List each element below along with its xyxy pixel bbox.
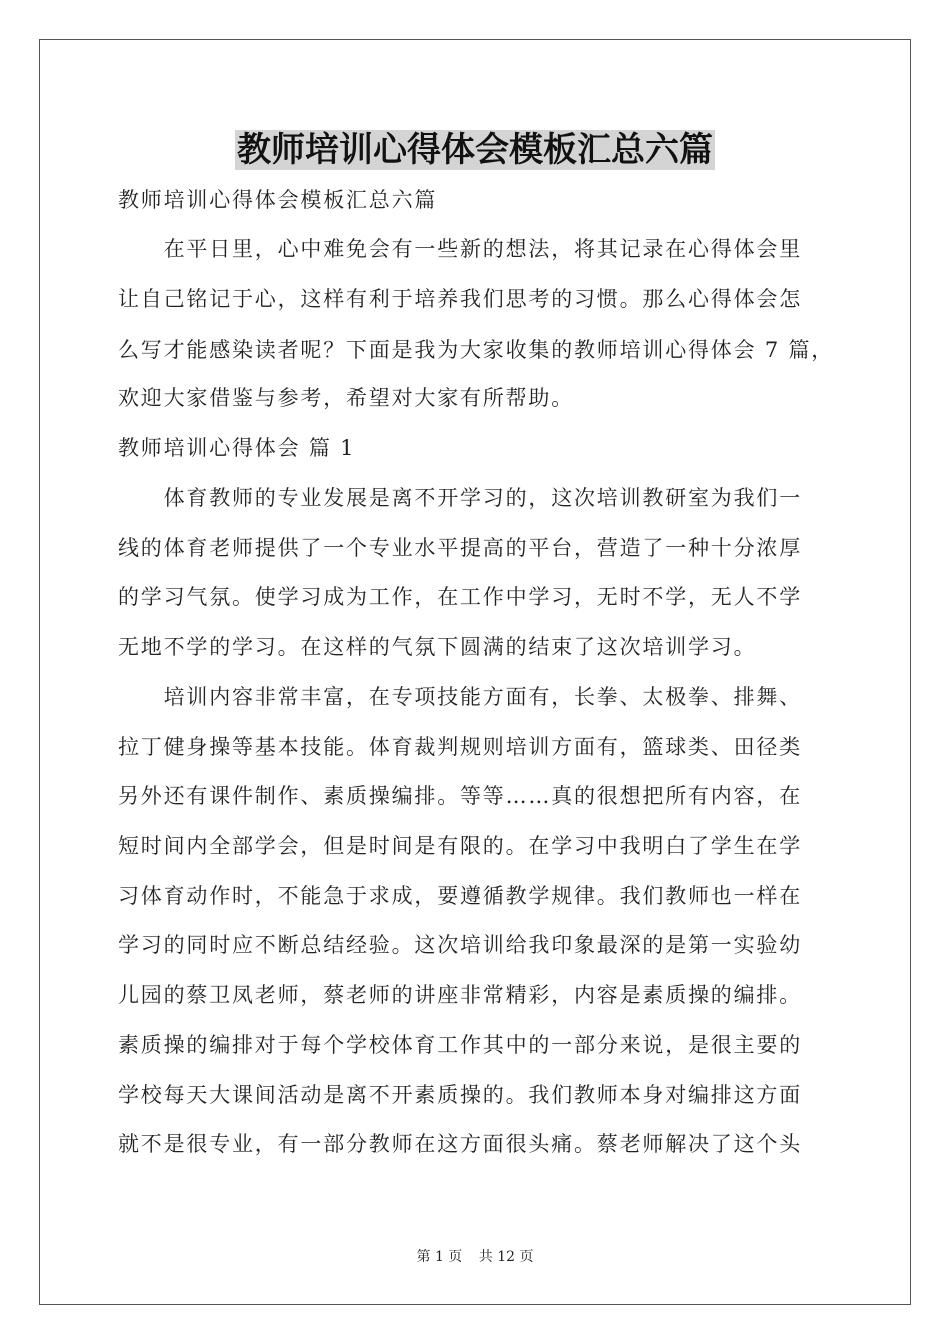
text-line: 儿园的蔡卫凤老师，蔡老师的讲座非常精彩，内容是素质操的编排。	[118, 983, 802, 1007]
text-line: 学习的同时应不断总结经验。这次培训给我印象最深的是第一实验幼	[118, 933, 802, 957]
document-title: 教师培训心得体会模板汇总六篇	[237, 130, 713, 170]
page-border	[39, 39, 911, 1305]
text-line: 学校每天大课间活动是离不开素质操的。我们教师本身对编排这方面	[118, 1083, 802, 1107]
text-line: 拉丁健身操等基本技能。体育裁判规则培训方面有，篮球类、田径类	[118, 735, 802, 759]
text-line: 么写才能感染读者呢？下面是我为大家收集的教师培训心得体会 7 篇，	[118, 338, 835, 362]
text-line: 在平日里，心中难免会有一些新的想法，将其记录在心得体会里	[118, 237, 802, 261]
text-line: 体育教师的专业发展是离不开学习的，这次培训教研室为我们一	[118, 486, 802, 510]
text-line: 线的体育老师提供了一个专业水平提高的平台，营造了一种十分浓厚	[118, 536, 802, 560]
text-line: 素质操的编排对于每个学校体育工作其中的一部分来说，是很主要的	[118, 1033, 802, 1057]
section-heading: 教师培训心得体会 篇 1	[118, 436, 356, 460]
text-line: 习体育动作时，不能急于求成，要遵循教学规律。我们教师也一样在	[118, 884, 802, 908]
text-line: 欢迎大家借鉴与参考，希望对大家有所帮助。	[118, 386, 574, 410]
total-pages: 共 12 页	[478, 1249, 534, 1265]
subtitle-line: 教师培训心得体会模板汇总六篇	[118, 188, 438, 212]
text-line: 就不是很专业，有一部分教师在这方面很头痛。蔡老师解决了这个头	[118, 1132, 802, 1156]
text-line: 让自己铭记于心，这样有利于培养我们思考的习惯。那么心得体会怎	[118, 287, 802, 311]
page-footer	[0, 1246, 950, 1266]
text-line: 另外还有课件制作、素质操编排。等等……真的很想把所有内容，在	[118, 784, 802, 808]
text-line: 无地不学的学习。在这样的气氛下圆满的结束了这次培训学习。	[118, 635, 757, 659]
page-number: 第 1 页	[416, 1249, 463, 1265]
text-line: 培训内容非常丰富，在专项技能方面有，长拳、太极拳、排舞、	[118, 685, 802, 709]
text-line: 的学习气氛。使学习成为工作，在工作中学习，无时不学，无人不学	[118, 585, 802, 609]
text-line: 短时间内全部学会，但是时间是有限的。在学习中我明白了学生在学	[118, 834, 802, 858]
